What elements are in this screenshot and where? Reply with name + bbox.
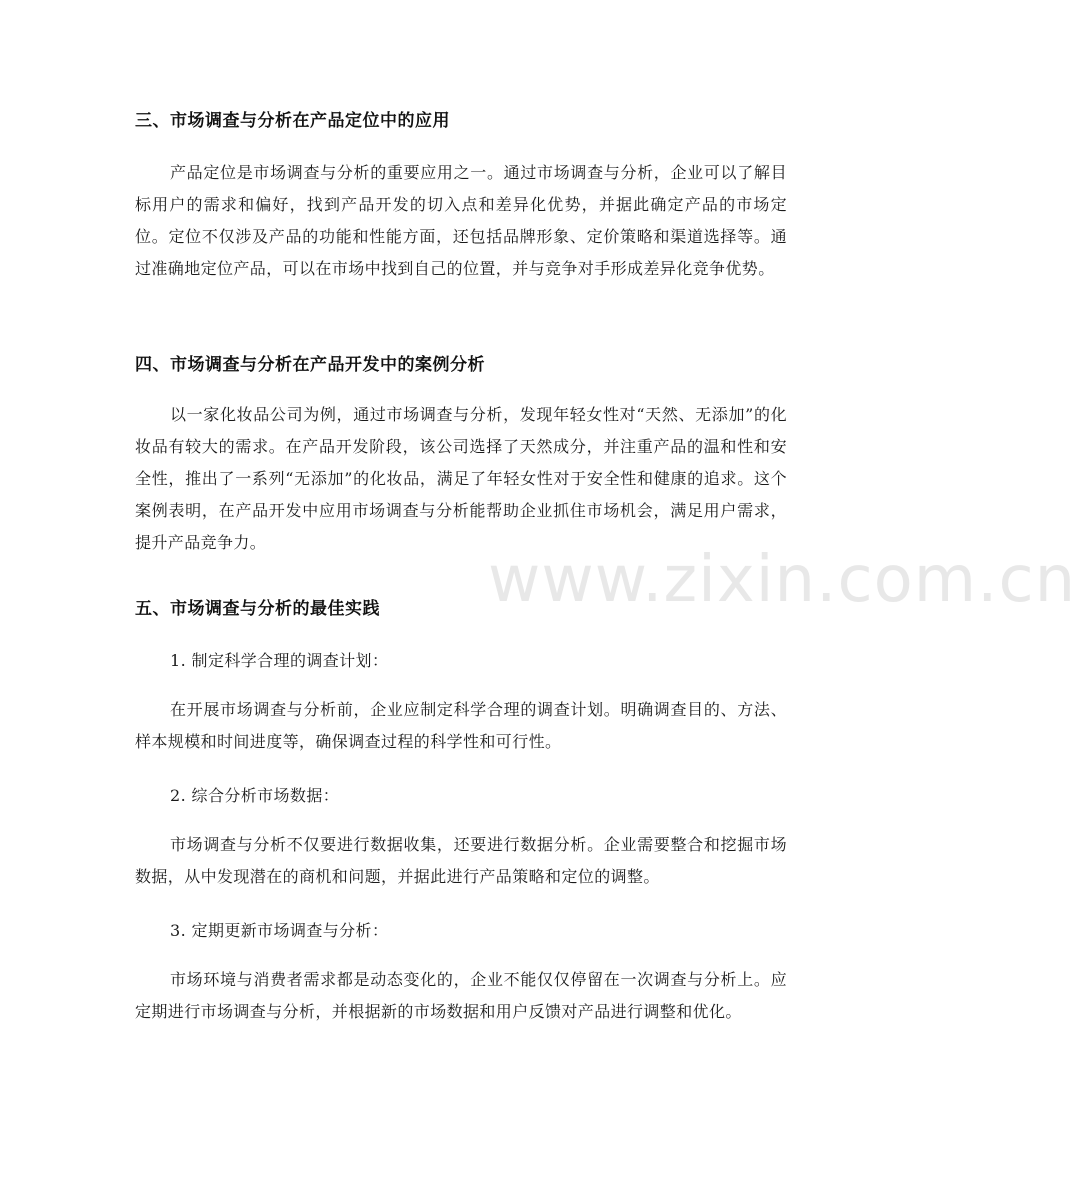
practice-2-title: 2. 综合分析市场数据： xyxy=(170,786,340,805)
practice-3-title: 3. 定期更新市场调查与分析： xyxy=(170,921,389,940)
section-3-paragraph: 产品定位是市场调查与分析的重要应用之一。通过市场调查与分析，企业可以了解目标用户的需求和偏好，找到产品开发的切入点和差异化优势，并据此确定产品的市场定位。定位不仅涉及产品的功能和性能方面，还包括品牌形象、定价策略和渠道选择等。通过准确地定位产品，可以在市场中找到自己的位置，并与竞争对手形成差异化竞争优势。 xyxy=(135,163,787,278)
section-4-heading: 四、市场调查与分析在产品开发中的案例分析 xyxy=(135,355,485,375)
section-5-heading: 五、市场调查与分析的最佳实践 xyxy=(135,599,380,619)
section-3-heading: 三、市场调查与分析在产品定位中的应用 xyxy=(135,111,450,131)
watermark: www.zixin.com.cn xyxy=(488,543,1076,617)
section-4-paragraph: 以一家化妆品公司为例，通过市场调查与分析，发现年轻女性对“天然、无添加”的化妆品有较大的需求。在产品开发阶段，该公司选择了天然成分，并注重产品的温和性和安全性，推出了一系列“无添加”的化妆品，满足了年轻女性对于安全性和健康的追求。这个案例表明，在产品开发中应用市场调查与分析能帮助企业抓住市场机会，满足用户需求，提升产品竞争力。 xyxy=(135,405,787,552)
practice-1-paragraph: 在开展市场调查与分析前，企业应制定科学合理的调查计划。明确调查目的、方法、样本规模和时间进度等，确保调查过程的科学性和可行性。 xyxy=(135,700,787,751)
practice-2-paragraph: 市场调查与分析不仅要进行数据收集，还要进行数据分析。企业需要整合和挖掘市场数据，从中发现潜在的商机和问题，并据此进行产品策略和定位的调整。 xyxy=(135,835,787,886)
practice-1-title: 1. 制定科学合理的调查计划： xyxy=(170,651,389,670)
practice-3-paragraph: 市场环境与消费者需求都是动态变化的，企业不能仅仅停留在一次调查与分析上。应定期进行市场调查与分析，并根据新的市场数据和用户反馈对产品进行调整和优化。 xyxy=(135,970,787,1021)
